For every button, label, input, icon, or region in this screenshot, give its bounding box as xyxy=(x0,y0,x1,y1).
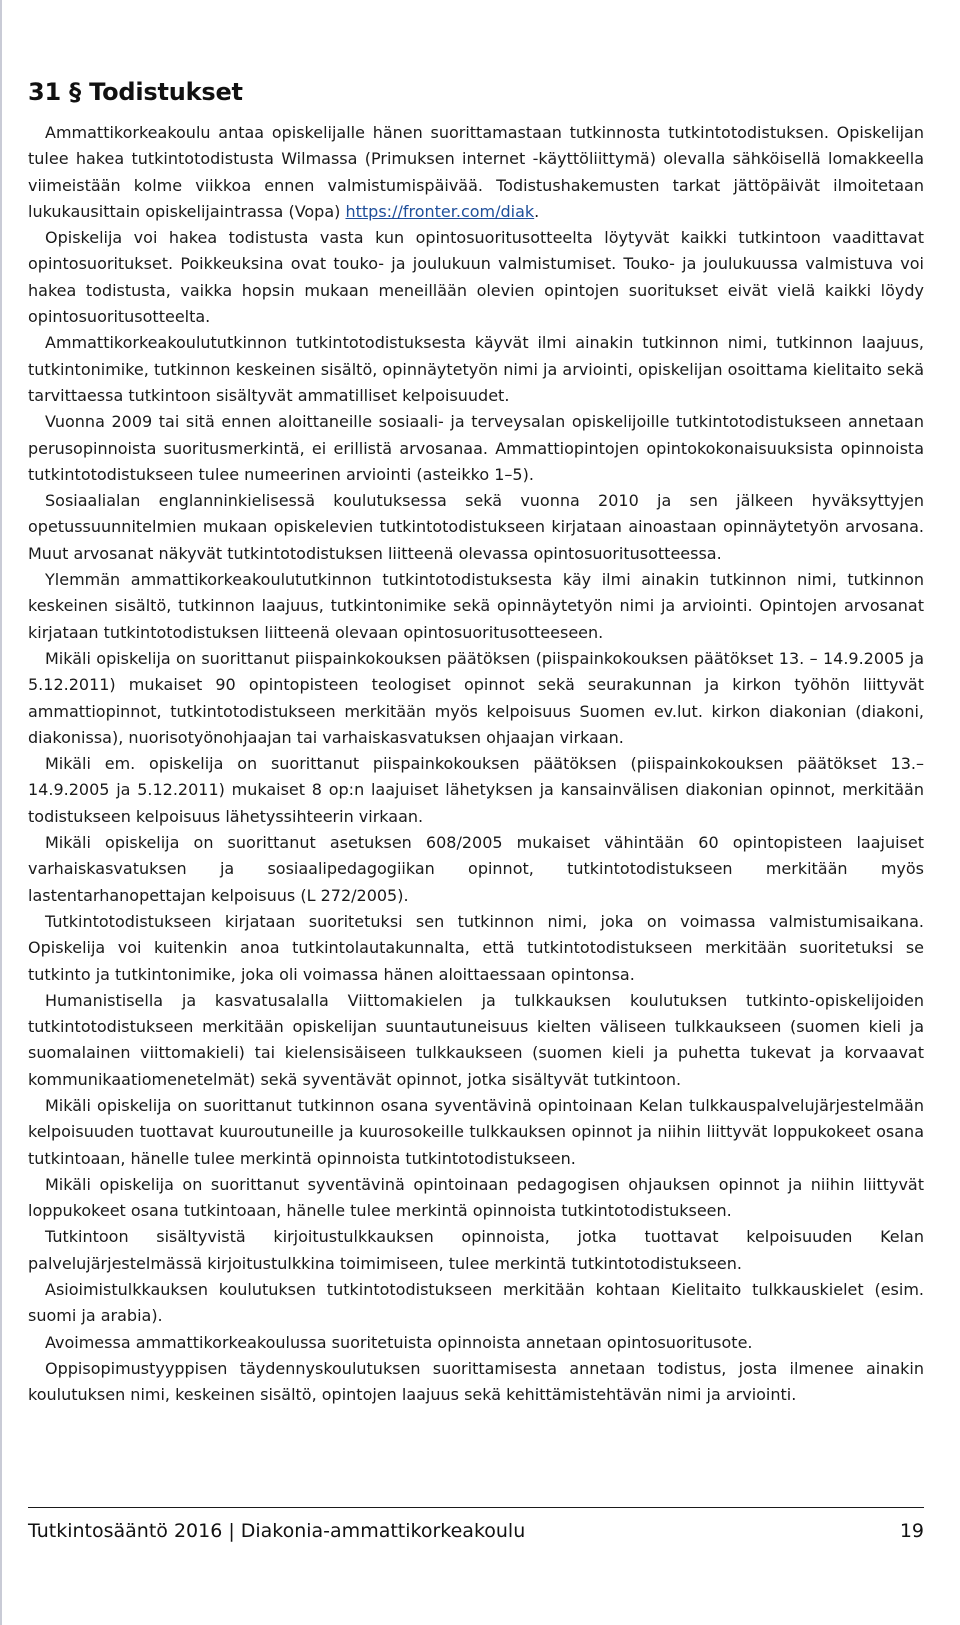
document-body xyxy=(28,78,924,1409)
footer-org: Diakonia-ammattikorkeakoulu xyxy=(240,1520,526,1542)
footer-doc-title: Tutkintosääntö 2016 xyxy=(28,1520,223,1542)
paragraph-14: Tutkintoon sisältyvistä kirjoitustulkkauksen opinnoista, jotka tuottavat kelpoisuuden Kelan palvelujärjestelmässä kirjoitustulkkina toimimiseen, tulee merkintä tutkintotodistukseen. xyxy=(28,1227,924,1273)
footer-separator: | xyxy=(228,1520,235,1542)
paragraph-9: Mikäli opiskelija on suorittanut asetuksen 608/2005 mukaiset vähintään 60 opintopisteen laajuiset varhaiskasvatuksen ja sosiaalipedagogiikan opinnot, tutkintotodistukseen merkitään myös lastentarhanopettajan kelpoisuus (L 272/2005). xyxy=(28,833,924,905)
paragraph-1-text: Ammattikorkeakoulu antaa opiskelijalle hänen suorittamastaan tutkinnosta tutkintotodistuksen. Opiskelijan tulee hakea tutkintotodistusta Wilmassa (Primuksen internet -käyttöliittymä) olevalla sähköisellä lomakkeella viimeistään kolme viikkoa ennen valmistumispäivää. Todistushakemusten tarkat jättöpäivät ilmoitetaan lukukausittain opiskelijaintrassa (Vopa) xyxy=(28,123,924,221)
paragraph-4: Vuonna 2009 tai sitä ennen aloittaneille sosiaali- ja terveysalan opiskelijoille tutkintotodistukseen annetaan perusopinnoista suoritusmerkintä, ei erillistä arvosanaa. Ammattiopintojen opintokokonaisuuksista opinnoista tutkintotodistukseen tulee numeerinen arviointi (asteikko 1–5). xyxy=(28,412,924,484)
link-trailing-punct: . xyxy=(534,201,540,221)
page-edge-rule xyxy=(0,0,2,1625)
paragraph-11: Humanistisella ja kasvatusalalla Viittomakielen ja tulkkauksen koulutuksen tutkinto-opiskelijoiden tutkintotodistukseen merkitään opiskelijan suuntautuneisuus kielten väliseen tulkkaukseen (suomen kieli ja suomalainen viittomakieli) tai kielensisäiseen tulkkaukseen (suomen kieli ja puhetta tukevat ja korvaavat kommunikaatiomenetelmät) sekä syventävät opinnot, jotka sisältyvät tutkintoon. xyxy=(28,990,924,1089)
paragraph-1 xyxy=(28,120,924,225)
paragraph-10: Tutkintotodistukseen kirjataan suoritetuksi sen tutkinnon nimi, joka on voimassa valmistumisaikana. Opiskelija voi kuitenkin anoa tutkintolautakunnalta, että tutkintotodistukseen merkitään suoritetuksi se tutkinto ja tutkintonimike, joka oli voimassa hänen aloittaessaan opintonsa. xyxy=(28,911,924,984)
paragraph-6: Ylemmän ammattikorkeakoulututkinnon tutkintotodistuksesta käy ilmi ainakin tutkinnon nimi, tutkinnon keskeinen sisältö, tutkinnon laajuus, tutkintonimike sekä opinnäytetyön nimi ja arviointi. Opintojen arvosanat kirjataan tutkintotodistuksen liitteenä olevaan opintosuoritusotteeseen. xyxy=(28,570,924,642)
paragraph-5: Sosiaalialan englanninkielisessä koulutuksessa sekä vuonna 2010 ja sen jälkeen hyväksyttyjen opetussuunnitelmien mukaan opiskelevien tutkintotodistukseen kirjataan ainoastaan opinnäytetyön arvosana. Muut arvosanat näkyvät tutkintotodistuksen liitteenä olevassa opintosuoritusotteessa. xyxy=(28,491,924,563)
paragraph-16: Avoimessa ammattikorkeakoulussa suoritetuista opinnoista annetaan opintosuoritusote. xyxy=(45,1332,753,1352)
paragraph-13: Mikäli opiskelija on suorittanut syventävinä opintoinaan pedagogisen ohjauksen opinnot ja niihin liittyvät loppukokeet osana tutkintoaan, hänelle tulee merkintä opinnoista tutkintotodistukseen. xyxy=(28,1174,924,1221)
page-number: 19 xyxy=(899,1520,924,1542)
page-footer xyxy=(28,1520,924,1542)
paragraph-2: Opiskelija voi hakea todistusta vasta kun opintosuoritusotteelta löytyvät kaikki tutkintoon vaadittavat opintosuoritukset. Poikkeuksina ovat touko- ja joulukuun valmistumiset. Touko- ja joulukuussa valmistuva voi hakea todistusta, vaikka hopsin mukaan meneillään olevien opintojen suoritukset eivät vielä kaikki löydy opintosuoritusotteelta. xyxy=(28,228,924,327)
paragraph-7: Mikäli opiskelija on suorittanut piispainkokouksen päätöksen (piispainkokouksen päätökset 13. – 14.9.2005 ja 5.12.2011) mukaiset 90 opintopisteen teologiset opinnot sekä seurakunnan ja kirkon työhön liittyvät ammattiopinnot, tutkintotodistukseen merkitään myös kelpoisuus Suomen ev.lut. kirkon diakonian (diakoni, diakonissa), nuorisotyönohjaajan tai varhaiskasvatuksen ohjaajan virkaan. xyxy=(28,648,924,747)
paragraph-17: Oppisopimustyyppisen täydennyskoulutuksen suorittamisesta annetaan todistus, josta ilmenee ainakin koulutuksen nimi, keskeinen sisältö, opintojen laajuus sekä kehittämistehtävän nimi ja arviointi. xyxy=(28,1358,924,1405)
section-title: 31 § Todistukset xyxy=(28,78,243,106)
paragraph-12: Mikäli opiskelija on suorittanut tutkinnon osana syventävinä opintoinaan Kelan tulkkauspalvelujärjestelmään kelpoisuuden tuottavat kuuroutuneille ja kuurosokeille tulkkauksen opinnot ja niihin liittyvät loppukokeet osana tutkintoaan, hänelle tulee merkintä opinnoista tutkintotodistukseen. xyxy=(28,1095,924,1168)
fronter-link[interactable]: https://fronter.com/diak xyxy=(345,201,535,221)
footer-left xyxy=(28,1520,525,1542)
paragraph-3: Ammattikorkeakoulututkinnon tutkintotodistuksesta käyvät ilmi ainakin tutkinnon nimi, tutkinnon laajuus, tutkintonimike, tutkinnon keskeinen sisältö, opinnäytetyön nimi ja arviointi, opiskelijan osoittama kielitaito sekä tarvittaessa tutkintoon sisältyvät ammatilliset kelpoisuudet. xyxy=(28,333,924,405)
footer-rule xyxy=(28,1507,924,1508)
paragraph-15: Asioimistulkkauksen koulutuksen tutkintotodistukseen merkitään kohtaan Kielitaito tulkkauskielet (esim. suomi ja arabia). xyxy=(28,1280,924,1326)
paragraph-8: Mikäli em. opiskelija on suorittanut piispainkokouksen päätöksen (piispainkokouksen päätökset 13.– 14.9.2005 ja 5.12.2011) mukaiset 8 op:n laajuiset lähetyksen ja kansainvälisen diakonian opinnot, merkitään todistukseen kelpoisuus lähetyssihteerin virkaan. xyxy=(28,754,924,826)
